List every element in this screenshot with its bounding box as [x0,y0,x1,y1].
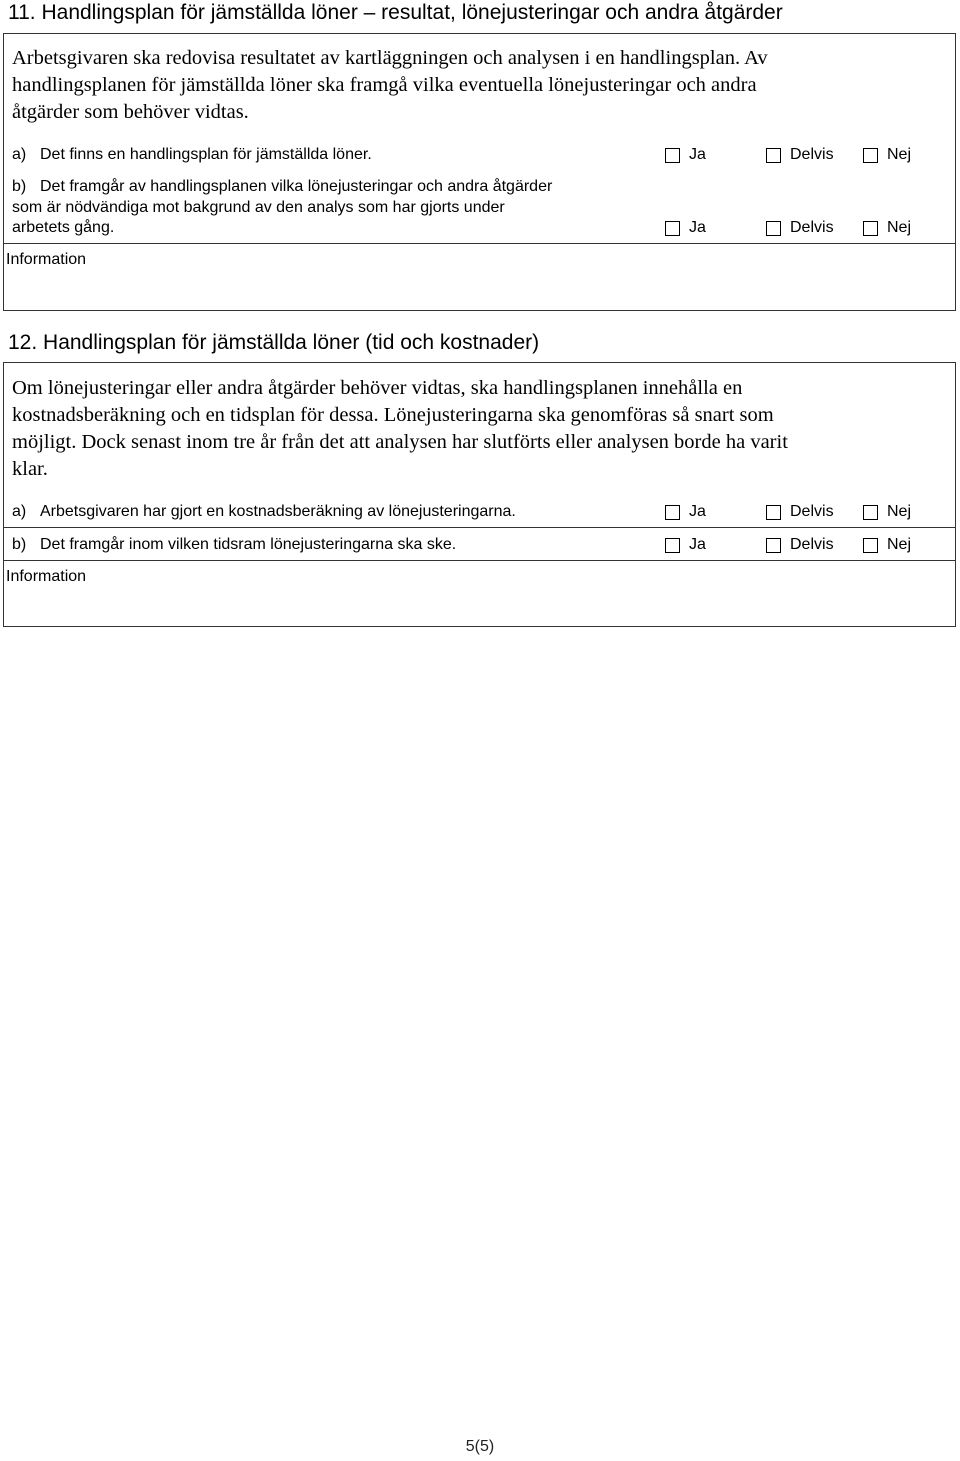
information-field-12[interactable] [6,594,945,622]
question-text: som är nödvändiga mot bakgrund av den analys som har gjorts under [12,198,505,216]
option-label: Nej [887,146,912,163]
option-label: Ja [689,536,706,553]
question-number: b) [12,536,27,553]
page-number: 5(5) [465,1438,495,1455]
intro-line: åtgärder som behöver vidtas. [12,101,249,123]
checkbox-delvis[interactable] [766,148,781,163]
options-11a [665,145,925,165]
option-delvis[interactable] [766,535,834,555]
option-delvis[interactable] [766,145,834,165]
checkbox-delvis[interactable] [766,505,781,520]
question-text: Det framgår inom vilken tidsram lönejusteringarna ska ske. [40,536,457,553]
question-11b [12,177,552,239]
intro-line: möjligt. Dock senast inom tre år från det att analysen har slutförts eller analysen borde ha varit [12,431,788,453]
checkbox-ja[interactable] [665,148,680,163]
information-label: Information [6,568,87,585]
option-nej[interactable] [863,218,911,238]
option-label: Ja [689,219,706,236]
option-label: Delvis [790,536,834,553]
option-label: Ja [689,146,706,163]
option-label: Delvis [790,146,834,163]
checkbox-ja[interactable] [665,538,680,553]
question-number: a) [12,503,27,520]
section-12-intro [12,375,788,483]
intro-line: kostnadsberäkning och en tidsplan för dessa. Lönejusteringarna ska genomföras så snart som [12,404,774,426]
option-label: Nej [887,219,912,236]
checkbox-ja[interactable] [665,505,680,520]
options-12b [665,535,925,555]
section-12-heading: 12. Handlingsplan för jämställda löner (tid och kostnader) [8,331,540,354]
checkbox-delvis[interactable] [766,538,781,553]
question-12b [12,535,456,556]
options-11b [665,218,925,238]
question-number: a) [12,146,27,163]
intro-line: Arbetsgivaren ska redovisa resultatet av kartläggningen och analysen i en handlingsplan. Av [12,47,768,69]
option-label: Ja [689,503,706,520]
information-label: Information [6,251,87,268]
option-ja[interactable] [665,535,706,555]
checkbox-nej[interactable] [863,538,878,553]
option-delvis[interactable] [766,502,834,522]
intro-line: handlingsplanen för jämställda löner ska framgå vilka eventuella lönejusteringar och andra [12,74,757,96]
option-ja[interactable] [665,145,706,165]
section-12-divider [3,560,956,561]
section-11-intro [12,45,768,126]
section-11-heading: 11. Handlingsplan för jämställda löner – resultat, lönejusteringar och andra åtgärder [8,1,783,24]
option-ja[interactable] [665,502,706,522]
question-text: Det framgår av handlingsplanen vilka lönejusteringar och andra åtgärder [40,178,553,195]
checkbox-nej[interactable] [863,148,878,163]
option-nej[interactable] [863,502,911,522]
question-number: b) [12,178,27,195]
intro-line: klar. [12,458,48,480]
question-12a [12,502,516,523]
option-delvis[interactable] [766,218,834,238]
option-label: Delvis [790,503,834,520]
question-text: arbetets gång. [12,219,115,236]
checkbox-nej[interactable] [863,505,878,520]
section-12-divider [3,527,956,528]
options-12a [665,502,925,522]
question-text: Det finns en handlingsplan för jämställda löner. [40,146,372,163]
checkbox-nej[interactable] [863,221,878,236]
option-ja[interactable] [665,218,706,238]
information-field-11[interactable] [6,278,945,306]
question-text: Arbetsgivaren har gjort en kostnadsberäkning av lönejusteringarna. [40,503,516,520]
option-label: Nej [887,536,912,553]
option-nej[interactable] [863,535,911,555]
intro-line: Om lönejusteringar eller andra åtgärder behöver vidtas, ska handlingsplanen innehålla en [12,377,743,399]
checkbox-delvis[interactable] [766,221,781,236]
section-11-divider [3,243,956,244]
option-label: Nej [887,503,912,520]
question-11a [12,145,372,166]
option-nej[interactable] [863,145,911,165]
checkbox-ja[interactable] [665,221,680,236]
option-label: Delvis [790,219,834,236]
